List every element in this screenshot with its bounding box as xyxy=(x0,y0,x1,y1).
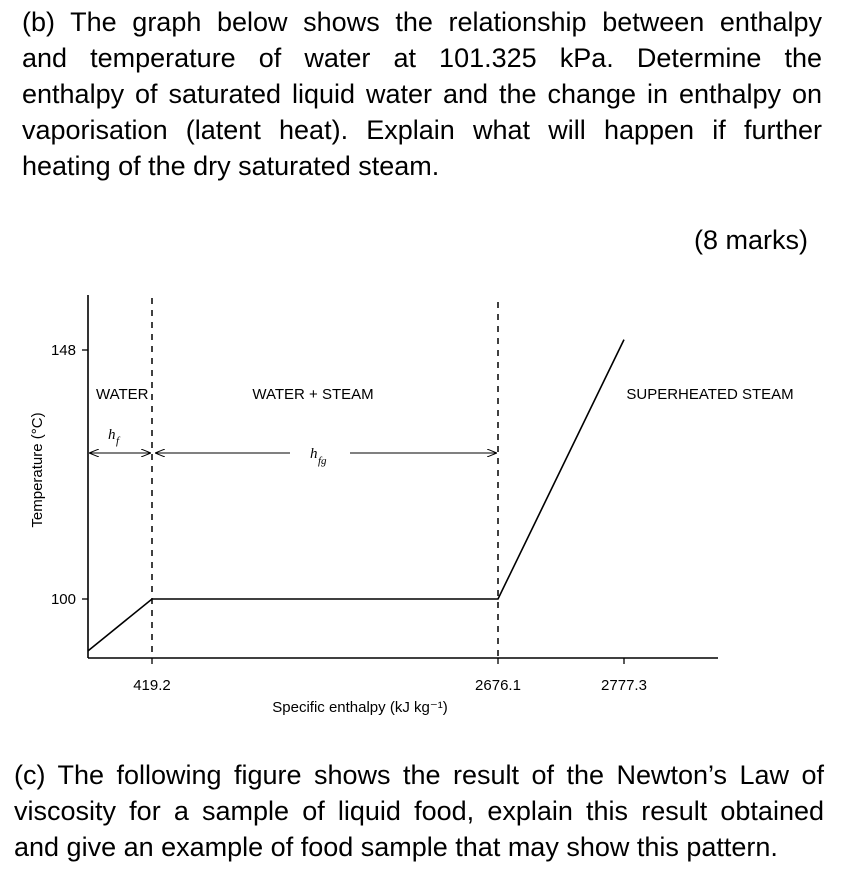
x-tick-label: 419.2 xyxy=(133,677,171,694)
question-c-text xyxy=(14,757,824,865)
question-c-line: viscosity for a sample of liquid food, explain this result obtained xyxy=(14,796,824,826)
question-b-line: (b) The graph below shows the relationship between enthalpy xyxy=(22,7,822,37)
x-tick-label: 2777.3 xyxy=(601,677,647,694)
marks-label: (8 marks) xyxy=(694,225,808,255)
chart-guides xyxy=(152,298,498,658)
region-label-water-steam: WATER + STEAM xyxy=(252,386,374,403)
question-b-line: vaporisation (latent heat). Explain what will happen if further xyxy=(22,115,822,145)
hf-annotation-subscript: f xyxy=(116,435,120,447)
hfg-annotation-subscript: fg xyxy=(318,455,327,467)
y-tick-label: 100 xyxy=(50,591,76,608)
question-c-line: and give an example of food sample that may show this pattern. xyxy=(14,832,778,862)
x-tick-label: 2676.1 xyxy=(475,677,521,694)
hf-annotation: h xyxy=(108,427,116,443)
y-tick-label: 148 xyxy=(50,342,76,359)
question-b-text xyxy=(22,4,822,184)
question-c-line: (c) The following figure shows the result of the Newton’s Law of xyxy=(14,760,824,790)
x-axis-title: Specific enthalpy (kJ kg⁻¹) xyxy=(272,699,448,716)
y-axis-title: Temperature (°C) xyxy=(29,412,46,528)
question-b-line: and temperature of water at 101.325 kPa. Determine the xyxy=(22,43,822,73)
region-label-superheated-steam: SUPERHEATED STEAM xyxy=(626,386,794,403)
region-label-water: WATER xyxy=(96,386,149,403)
hfg-annotation: h xyxy=(310,446,318,462)
chart-labels xyxy=(29,386,794,716)
question-b-line: heating of the dry saturated steam. xyxy=(22,151,440,181)
question-b-line: enthalpy of saturated liquid water and the change in enthalpy on xyxy=(22,79,822,109)
enthalpy-temperature-chart xyxy=(0,280,841,740)
chart-axes xyxy=(88,295,718,658)
